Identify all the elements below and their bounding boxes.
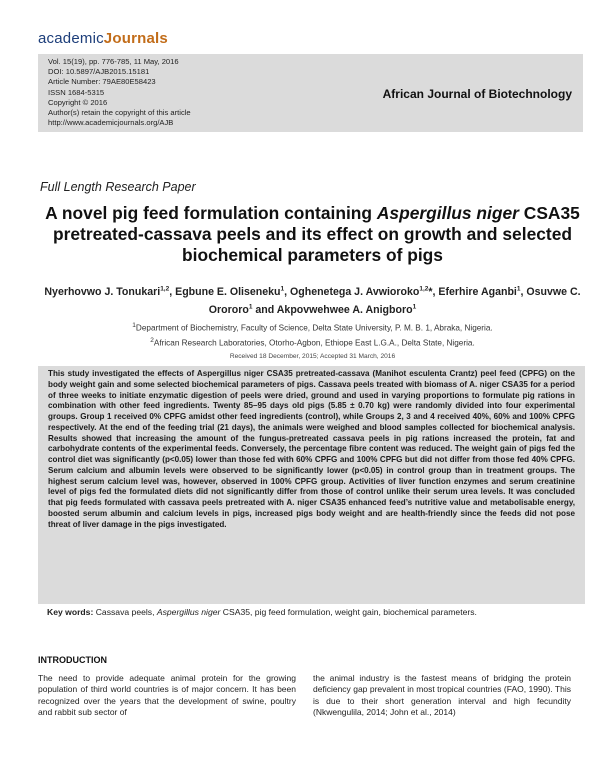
- section-heading-introduction: INTRODUCTION: [38, 655, 107, 665]
- author: Oghenetega J. Avwioroko$^{1,2}$*,: [290, 285, 439, 298]
- meta-lines: [48, 57, 191, 128]
- meta-article-number: Article Number: 79AE80E58423: [48, 77, 156, 87]
- article-meta-box: [38, 54, 583, 132]
- body-column-right: the animal industry is the fastest means of bridging the protein deficiency gap prevalent in most tropical countries (FAO, 1990). This is due to their short generation interval and high fecundity (Nkwengulila, 2014; John et al., 2014): [313, 673, 571, 718]
- author: Nyerhovwo J. Tonukari$^{1,2}$,: [44, 285, 176, 298]
- author: Osuvwe C. Orororo$^1$ and: [208, 285, 581, 317]
- paper-title: A novel pig feed formulation containing Aspergillus niger CSA35 pretreated-cassava peels and its effect on growth and selected biochemical parameters of pigs: [45, 203, 580, 265]
- publisher-logo: academicJournals: [38, 30, 168, 47]
- author: Eferhire Aganbi$^1$,: [438, 285, 527, 298]
- received-date: Received 18 December, 2015; Accepted 31 March, 2016: [229, 353, 396, 360]
- meta-volume: Vol. 15(19), pp. 776-785, 11 May, 2016: [48, 57, 179, 66]
- meta-url-link[interactable]: http://www.academicjournals.org/AJB: [48, 118, 174, 128]
- abstract-text: This study investigated the effects of Aspergillus niger CSA35 pretreated-cassava (Manihot esculenta Crantz) peel feed (CPFG) on the body weight gain and some selected biochemical parameters of pigs. Cassava peels treated with biomass of A. niger CSA35 for a period of three weeks to initiate enzymatic digestion of peels were dried, ground and used in varying proportions to formulate pig rations in combination with other feed ingredients. Twenty 85–95 days old pigs (5.85 ± 0.70 kg) were randomly divided into four experimental groups. Group 1 received 0% CPFG amidst other feed ingredients (control), while Groups 2, 3 and 4 received 40%, 60% and 100% CPFG respectively. At the end of the feeding trial (21 days), the animals were weighed and blood samples collected for biochemical analysis. Results showed that increasing the amount of the fungus-pretreated cassava peels in pig rations increased the protein, fat and carbohydrate contents of the experimental feeds. Conversely, the percentage fibre content was reduced. The weight gain of pigs fed the control diet was significantly (p<0.05) lower than those fed with 60% CPFG and 100% CPFG but did not differ from those fed 40% CPFG. Serum calcium and albumin levels were observed to be significantly lower (p<0.05) in control group than in treatment groups. The highest serum calcium level was, however, observed in 100% CPFG group. Activities of liver function enzymes and serum creatinine level of pigs fed the formulated diets did not significantly differ from those of control unlike their serum urea levels. It was concluded that pig feeds formulated with cassava peels pretreated with A. niger CSA35 enhanced feed’s nutritive value and metabolisable energy, boosted serum albumin and calcium levels in pigs, increased pigs body weight and are health-friendly since the feeds did not pose threat of liver damage in the pigs investigated.: [48, 369, 575, 529]
- keywords: Key words: Cassava peels, Aspergillus niger CSA35, pig feed formulation, weight gain, biochemical parameters.: [47, 607, 477, 617]
- abstract-box: [38, 366, 585, 604]
- meta-rights: Author(s) retain the copyright of this article: [48, 108, 191, 118]
- paper-type: Full Length Research Paper: [40, 180, 196, 194]
- body-column-left: The need to provide adequate animal protein for the growing population of third world countries is of major concern. It has been recognized over the years that the development of swine, poultry and rabbit sub sector of: [38, 673, 296, 718]
- meta-issn: ISSN 1684-5315: [48, 87, 105, 97]
- affiliation-2: $^2$African Research Laboratories, Otorho-Agbon, Ethiope East L.G.A., Delta State, Nigeria.: [150, 336, 475, 348]
- author: Egbune E. Oliseneku$^1$,: [175, 285, 291, 298]
- meta-doi[interactable]: DOI: 10.5897/AJB2015.15181: [48, 67, 150, 77]
- meta-copyright: Copyright © 2016: [48, 97, 108, 107]
- keywords-label: Key words:: [47, 607, 94, 617]
- affiliations: [40, 320, 585, 349]
- author: Akpovwehwee A. Anigboro$^1$: [276, 303, 417, 317]
- journal-name: African Journal of Biotechnology: [382, 87, 572, 101]
- author-list: [40, 281, 585, 318]
- affiliation-1: $^1$Department of Biochemistry, Faculty of Science, Delta State University, P. M. B. 1, Abraka, Nigeria.: [132, 322, 493, 333]
